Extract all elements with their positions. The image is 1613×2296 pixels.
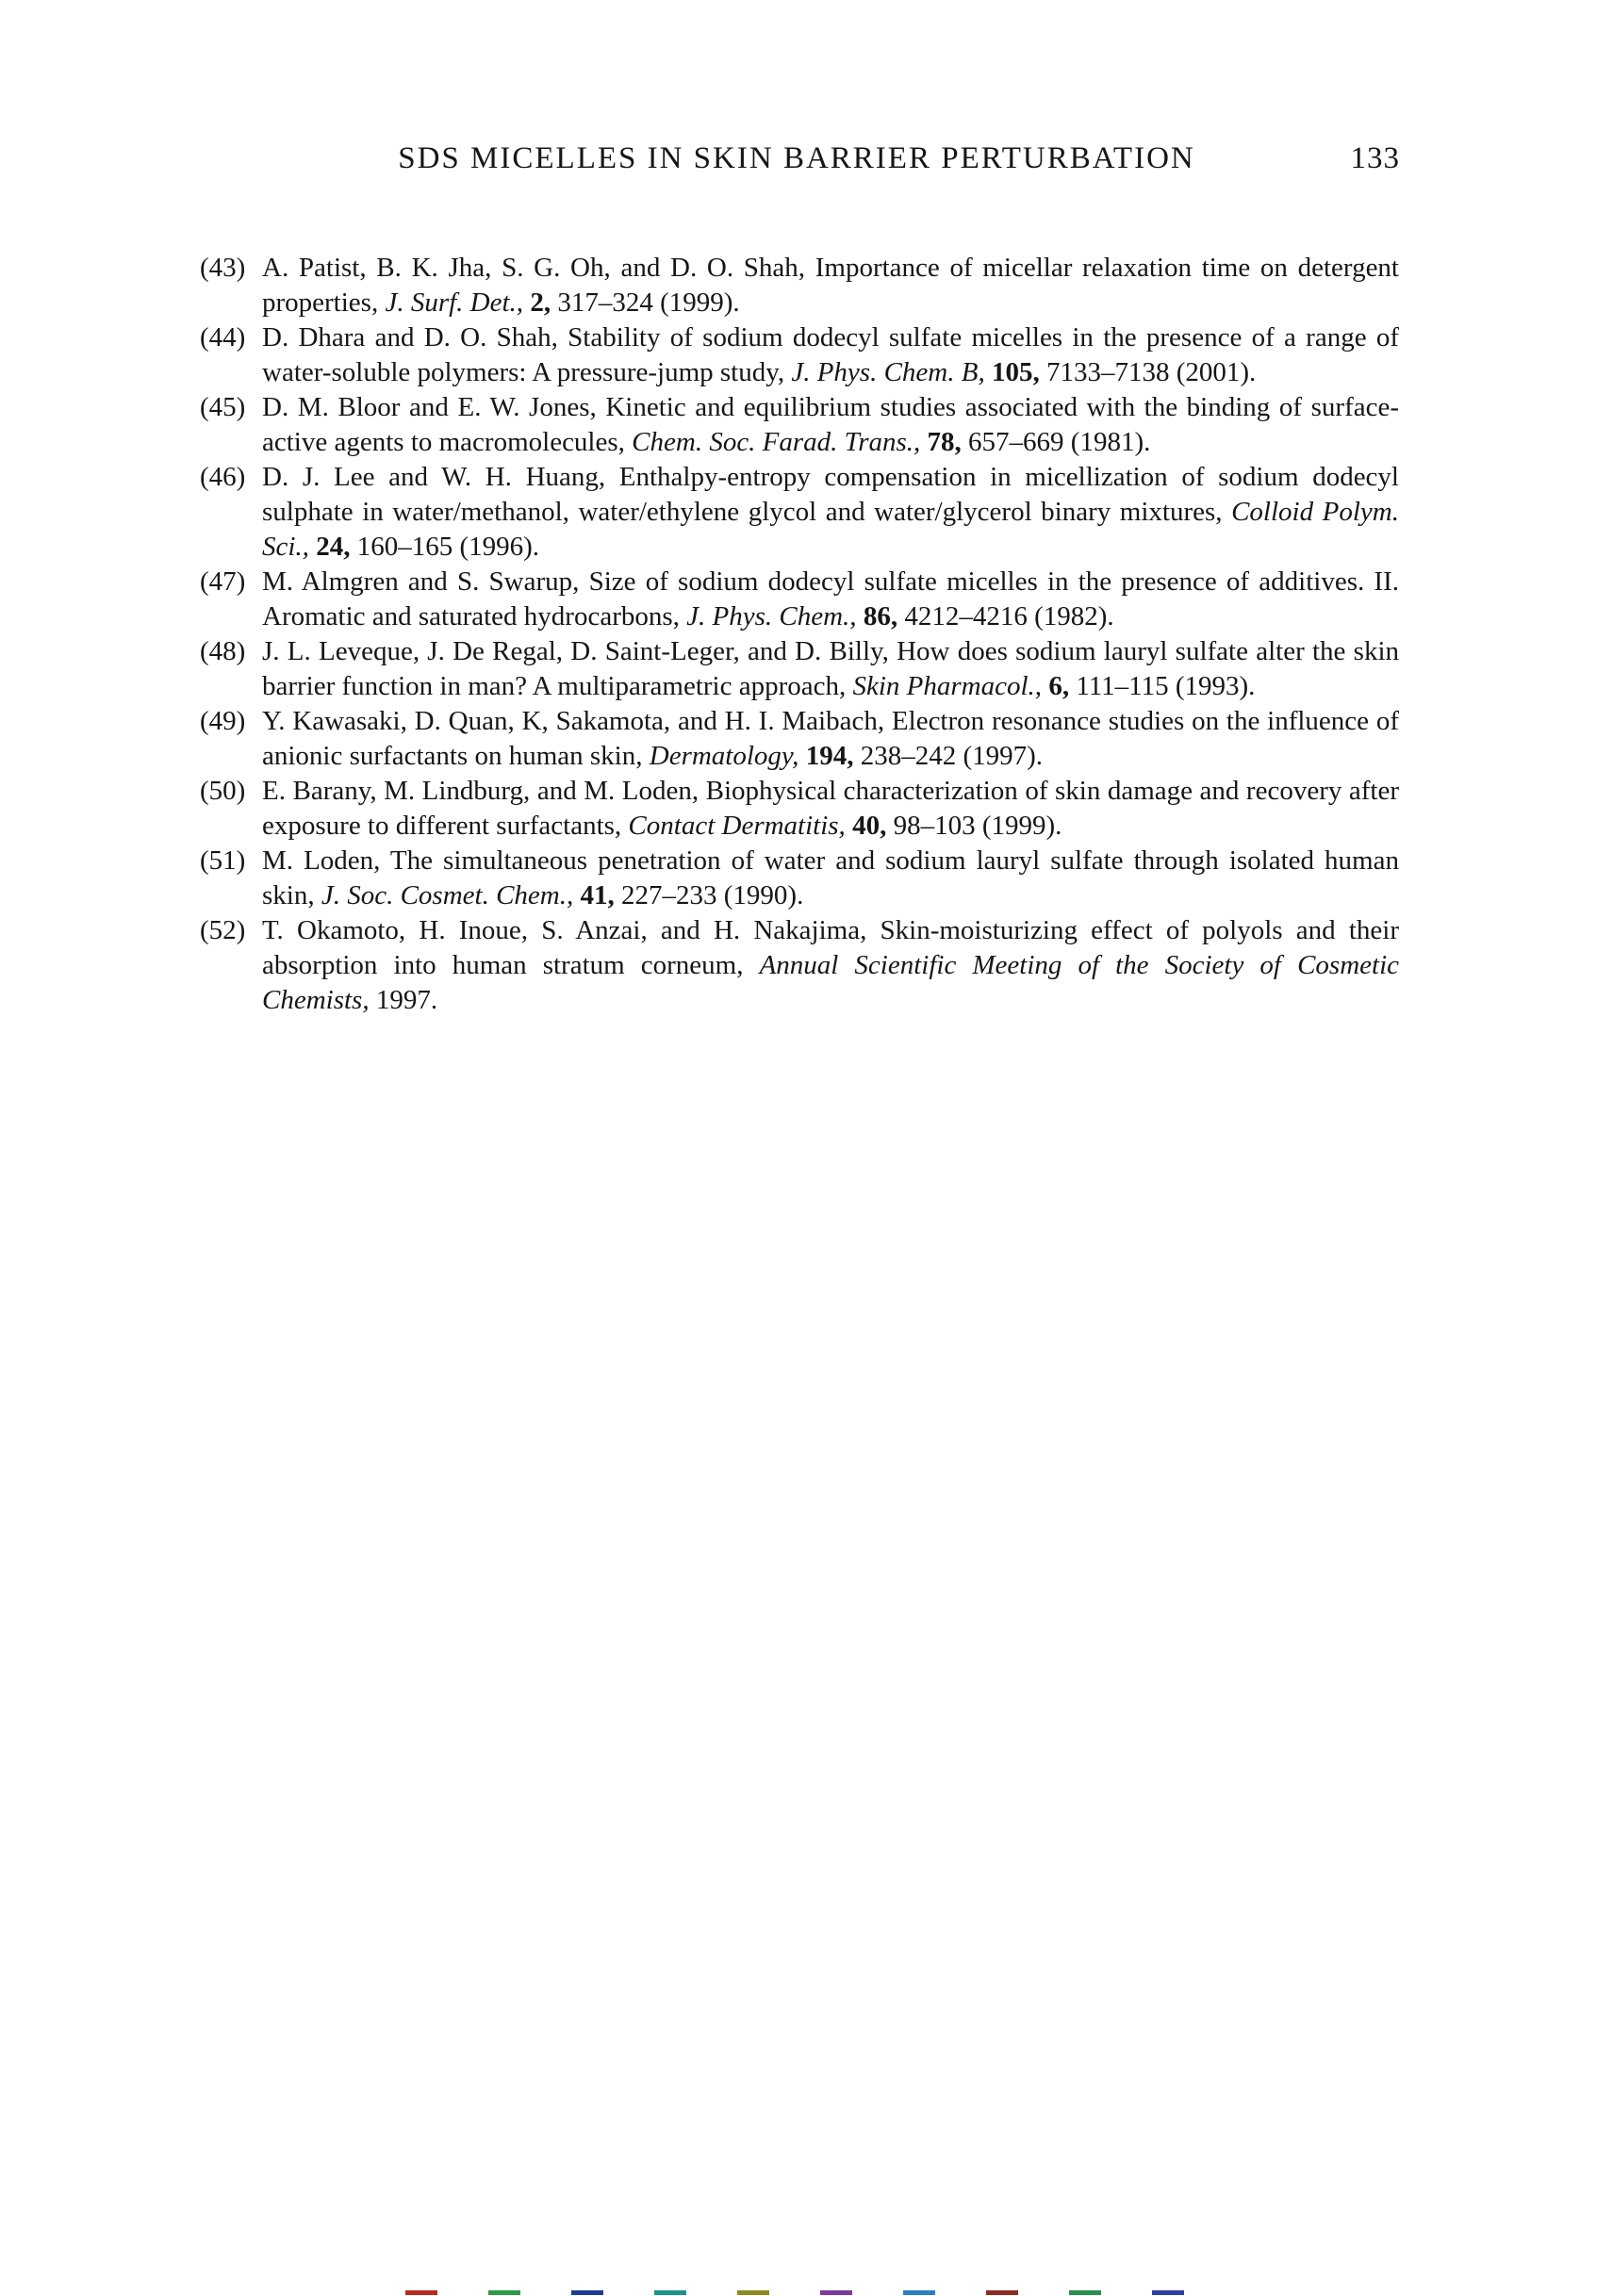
scan-color-mark	[1152, 2290, 1184, 2295]
volume-number: 86,	[863, 601, 905, 631]
reference-item	[200, 774, 1399, 844]
scan-color-mark	[986, 2290, 1018, 2295]
scan-color-mark	[820, 2290, 852, 2295]
reference-item	[200, 844, 1399, 913]
reference-text: M. Almgren and S. Swarup, Size of sodium dodecyl sulfate micelles in the presence of additives. II. Aromatic and saturated hydrocarbons,	[262, 566, 1399, 631]
journal-name: J. Phys. Chem.,	[686, 601, 864, 631]
volume-number: 24,	[316, 532, 357, 562]
reference-number: (43)	[200, 253, 246, 283]
reference-number: (47)	[200, 566, 246, 597]
reference-text: 227–233 (1990).	[621, 880, 804, 910]
reference-text: D. J. Lee and W. H. Huang, Enthalpy-entropy compensation in micellization of sodium dodecyl sulphate in water/methanol, water/ethylene glycol and water/glycerol binary mixtures,	[262, 462, 1399, 527]
reference-text: Y. Kawasaki, D. Quan, K, Sakamota, and H. I. Maibach, Electron resonance studies on the influence of anionic surfactants on human skin,	[262, 706, 1399, 771]
reference-text: 111–115 (1993).	[1076, 671, 1256, 701]
volume-number: 78,	[927, 427, 969, 457]
reference-text: 317–324 (1999).	[557, 287, 740, 318]
reference-text: D. M. Bloor and E. W. Jones, Kinetic and equilibrium studies associated with the binding of surface-active agents to macromolecules,	[262, 392, 1399, 457]
reference-text: 98–103 (1999).	[893, 811, 1062, 841]
reference-item	[200, 390, 1399, 460]
reference-text: 657–669 (1981).	[968, 427, 1151, 457]
reference-item	[200, 320, 1399, 390]
journal-name: Chem. Soc. Farad. Trans.,	[632, 427, 928, 457]
reference-text: T. Okamoto, H. Inoue, S. Anzai, and H. Nakajima, Skin-moisturizing effect of polyols and their absorption into human stratum corneum,	[262, 915, 1399, 980]
reference-item	[200, 460, 1399, 565]
reference-number: (48)	[200, 636, 246, 666]
reference-text: 160–165 (1996).	[356, 532, 540, 562]
journal-name: Annual Scientific Meeting of the Society of Cosmetic Chemists,	[262, 950, 1399, 1015]
scan-artifact-strip	[0, 2288, 1613, 2296]
reference-number: (45)	[200, 392, 246, 422]
reference-text: 238–242 (1997).	[860, 741, 1044, 771]
scan-color-mark	[405, 2290, 437, 2295]
reference-number: (51)	[200, 845, 246, 876]
reference-text: A. Patist, B. K. Jha, S. G. Oh, and D. O. Shah, Importance of micellar relaxation time on detergent properties,	[262, 253, 1399, 318]
reference-number: (44)	[200, 322, 246, 353]
volume-number: 6,	[1048, 671, 1077, 701]
volume-number: 40,	[852, 811, 894, 841]
reference-item	[200, 704, 1399, 774]
journal-name: Dermatology,	[649, 741, 806, 771]
reference-item	[200, 634, 1399, 704]
journal-name: J. Phys. Chem. B,	[791, 357, 992, 387]
reference-number: (49)	[200, 706, 246, 736]
scan-color-mark	[654, 2290, 686, 2295]
reference-item	[200, 251, 1399, 320]
reference-text: 4212–4216 (1982).	[904, 601, 1114, 631]
scan-color-mark	[1069, 2290, 1101, 2295]
scan-color-mark	[737, 2290, 769, 2295]
reference-text: E. Barany, M. Lindburg, and M. Loden, Biophysical characterization of skin damage and recovery after exposure to different surfactants,	[262, 776, 1399, 841]
page-number: 133	[1350, 141, 1400, 175]
scan-color-mark	[488, 2290, 520, 2295]
reference-number: (46)	[200, 462, 246, 492]
reference-text: 7133–7138 (2001).	[1045, 357, 1257, 387]
journal-name: J. Surf. Det.,	[385, 287, 531, 318]
reference-text: M. Loden, The simultaneous penetration of water and sodium lauryl sulfate through isolated human skin,	[262, 845, 1399, 910]
reference-text: D. Dhara and D. O. Shah, Stability of sodium dodecyl sulfate micelles in the presence of a range of water-soluble polymers: A pressure-jump study,	[262, 322, 1399, 387]
running-head	[193, 141, 1400, 183]
scan-color-mark	[571, 2290, 603, 2295]
volume-number: 194,	[805, 741, 861, 771]
volume-number: 105,	[991, 357, 1046, 387]
journal-name: Colloid Polym. Sci.,	[262, 497, 1399, 562]
running-head-title: SDS MICELLES IN SKIN BARRIER PERTURBATION	[398, 141, 1195, 175]
journal-name: Skin Pharmacol.,	[852, 671, 1049, 701]
reference-number: (52)	[200, 915, 246, 945]
reference-text: J. L. Leveque, J. De Regal, D. Saint-Leger, and D. Billy, How does sodium lauryl sulfate alter the skin barrier function in man? A multiparametric approach,	[262, 636, 1399, 701]
journal-name: Contact Dermatitis,	[628, 811, 853, 841]
scan-color-mark	[903, 2290, 935, 2295]
volume-number: 2,	[530, 287, 558, 318]
volume-number: 41,	[580, 880, 621, 910]
reference-list	[200, 251, 1399, 1018]
reference-item	[200, 565, 1399, 634]
reference-number: (50)	[200, 776, 246, 806]
reference-item	[200, 913, 1399, 1018]
journal-name: J. Soc. Cosmet. Chem.,	[321, 880, 581, 910]
reference-text: 1997.	[375, 985, 438, 1015]
